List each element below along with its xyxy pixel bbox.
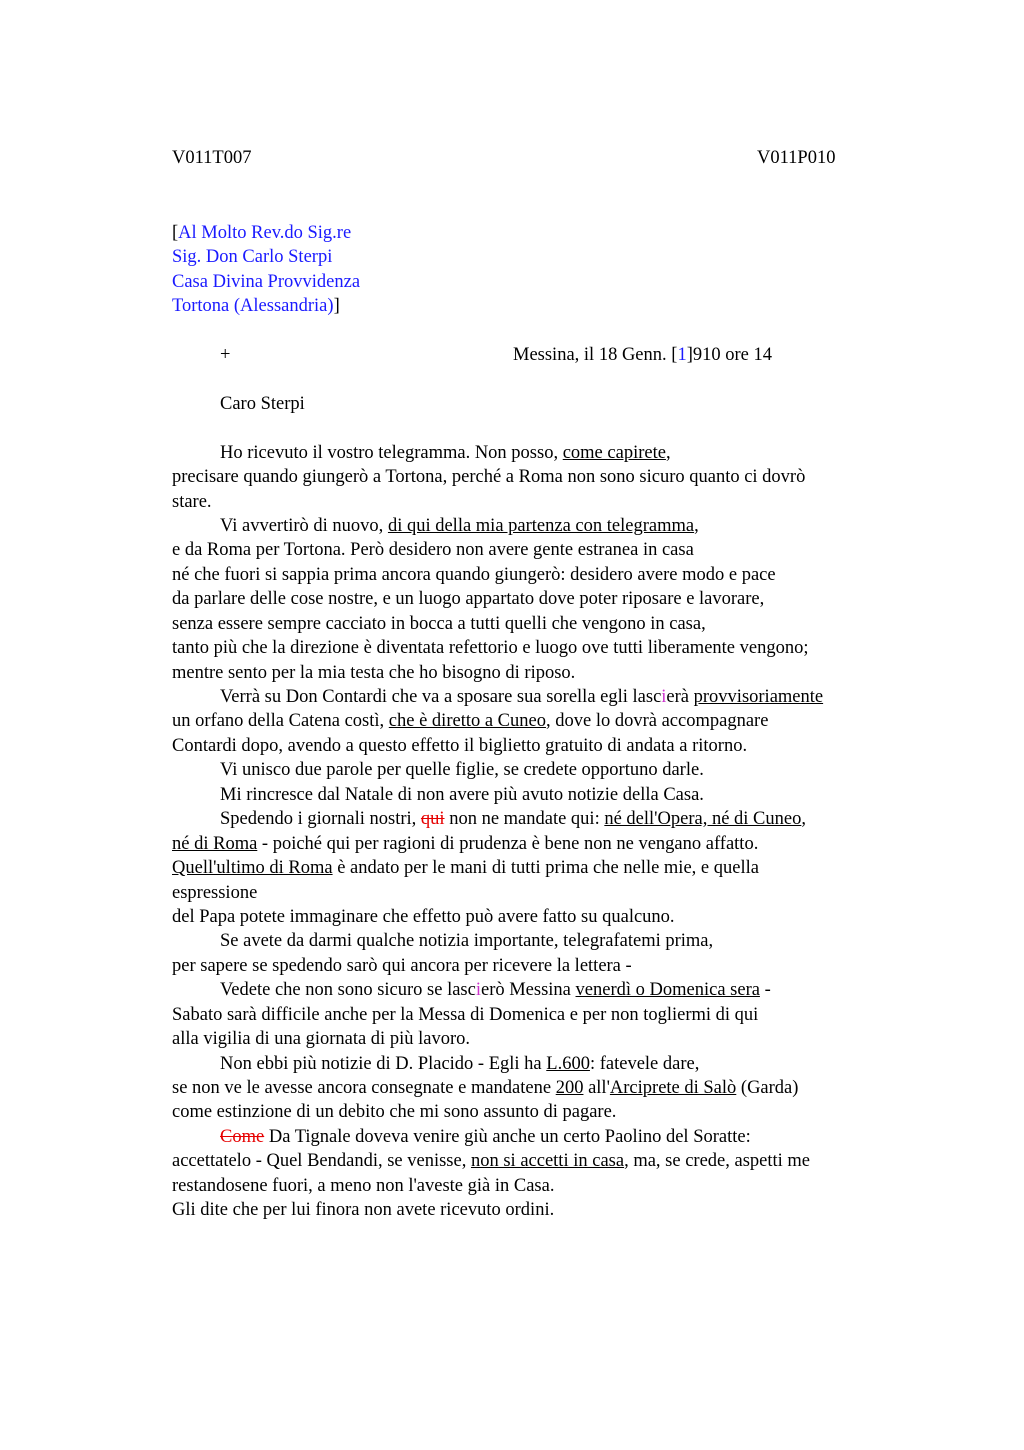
underlined-text: provvisoriamente <box>693 687 824 707</box>
body-line: restandosene fuori, a meno non l'aveste già in Casa. <box>172 1176 555 1196</box>
body-line: Mi rincresce dal Natale di non avere più avuto notizie della Casa. <box>220 785 704 805</box>
body-line: senza essere sempre cacciato in bocca a tutti quelli che vengono in casa, <box>172 614 706 634</box>
text-run: se non ve le avesse ancora consegnate e mandatene <box>172 1078 556 1098</box>
text-run: all' <box>583 1078 610 1098</box>
place-date-pre: Messina, il 18 Genn. [ <box>513 345 678 365</box>
year-insertion: 1 <box>677 345 687 365</box>
text-run: , <box>801 809 806 829</box>
text-run: : fatevele dare, <box>589 1054 700 1074</box>
address-open-bracket: [ <box>172 223 179 243</box>
underlined-text: Quell'ultimo di Roma <box>172 858 333 878</box>
body-line: Sabato sarà difficile anche per la Messa di Domenica e per non togliermi di qui <box>172 1005 759 1025</box>
body-line: Gli dite che per lui finora non avete ricevuto ordini. <box>172 1200 555 1220</box>
address-city: Tortona (Alessandria) <box>172 296 334 316</box>
cross-mark: + <box>220 345 231 365</box>
document-code-left: V011T007 <box>172 148 252 168</box>
text-run: Non ebbi più notizie di D. Placido - Egli ha <box>220 1054 547 1074</box>
text-run: , <box>694 516 699 536</box>
body-line: precisare quando giungerò a Tortona, perché a Roma non sono sicuro quanto ci dovrò <box>172 467 806 487</box>
body-line <box>220 807 806 831</box>
address-line-4 <box>172 294 340 318</box>
body-line: espressione <box>172 883 258 903</box>
address-recipient-title: Al Molto Rev.do Sig.re <box>178 223 352 243</box>
inserted-letter: i <box>475 980 481 1000</box>
body-line: del Papa potete immaginare che effetto può avere fatto su qualcuno. <box>172 907 675 927</box>
body-line <box>172 856 759 880</box>
salutation: Caro Sterpi <box>220 394 305 414</box>
body-line <box>172 832 758 856</box>
text-run: - <box>759 980 771 1000</box>
text-run: Da Tignale doveva venire giù anche un certo Paolino del Soratte: <box>264 1127 751 1147</box>
text-run: Spedendo i giornali nostri, <box>220 809 421 829</box>
body-line: alla vigilia di una giornata di più lavoro. <box>172 1029 470 1049</box>
place-date-post: ]910 ore 14 <box>686 345 772 365</box>
underlined-text: né dell'Opera, né di Cuneo <box>604 809 802 829</box>
body-line: e da Roma per Tortona. Però desidero non avere gente estranea in casa <box>172 540 694 560</box>
body-line: Vi unisco due parole per quelle figlie, se credete opportuno darle. <box>220 760 704 780</box>
deleted-text: Come <box>220 1127 265 1147</box>
text-run: non ne mandate qui: <box>444 809 605 829</box>
underlined-text: venerdì o Domenica sera <box>575 980 760 1000</box>
text-run: erà <box>666 687 694 707</box>
body-line: mentre sento per la mia testa che ho bisogno di riposo. <box>172 663 576 683</box>
address-close-bracket: ] <box>333 296 340 316</box>
text-run: , dove lo dovrà accompagnare <box>545 711 769 731</box>
text-run: accettatelo - Quel Bendandi, se venisse, <box>172 1151 471 1171</box>
text-run: Verrà su Don Contardi che va a sposare sua sorella egli lasc <box>220 687 662 707</box>
address-line-3: Casa Divina Provvidenza <box>172 272 361 292</box>
body-line <box>172 709 768 733</box>
text-run: erò Messina <box>480 980 576 1000</box>
text-run: , ma, se crede, aspetti me <box>624 1151 811 1171</box>
body-line <box>220 1125 751 1149</box>
text-run: - poiché qui per ragioni di prudenza è bene non ne vengano affatto. <box>257 834 759 854</box>
text-run: (Garda) <box>736 1078 799 1098</box>
underlined-text: non si accetti in casa <box>470 1151 625 1171</box>
underlined-text: che è diretto a Cuneo <box>388 711 546 731</box>
body-line: stare. <box>172 492 212 512</box>
underlined-text: come capirete <box>562 443 666 463</box>
body-line <box>220 978 771 1002</box>
body-line: né che fuori si sappia prima ancora quando giungerò: desidero avere modo e pace <box>172 565 776 585</box>
text-run: è andato per le mani di tutti prima che nelle mie, e quella <box>332 858 759 878</box>
body-line: tanto più che la direzione è diventata refettorio e luogo ove tutti liberamente vengono; <box>172 638 809 658</box>
text-run: Ho ricevuto il vostro telegramma. Non posso, <box>220 443 563 463</box>
underlined-text: né di Roma <box>172 834 258 854</box>
text-run: Vedete che non sono sicuro se lasc <box>220 980 476 1000</box>
body-line: Contardi dopo, avendo a questo effetto il biglietto gratuito di andata a ritorno. <box>172 736 748 756</box>
underlined-text: L.600 <box>546 1054 590 1074</box>
address-line-2: Sig. Don Carlo Sterpi <box>172 247 333 267</box>
underlined-text: 200 <box>555 1078 584 1098</box>
body-line <box>220 1052 699 1076</box>
body-line <box>172 1149 810 1173</box>
text-run: Vi avvertirò di nuovo, <box>220 516 388 536</box>
body-line <box>220 514 699 538</box>
inserted-letter: i <box>661 687 667 707</box>
body-line <box>220 441 671 465</box>
address-line-1 <box>172 221 351 245</box>
body-line: Se avete da darmi qualche notizia importante, telegrafatemi prima, <box>220 931 714 951</box>
text-run: , <box>665 443 671 463</box>
body-line <box>172 1076 798 1100</box>
place-date <box>513 343 772 367</box>
underlined-text: di qui della mia partenza con telegramma <box>387 516 695 536</box>
document-code-right: V011P010 <box>757 148 836 168</box>
underlined-text: Arciprete di Salò <box>609 1078 737 1098</box>
text-run: un orfano della Catena costì, <box>172 711 389 731</box>
body-line: come estinzione di un debito che mi sono assunto di pagare. <box>172 1102 617 1122</box>
body-line <box>220 685 823 709</box>
body-line: per sapere se spedendo sarò qui ancora per ricevere la lettera - <box>172 956 632 976</box>
body-line: da parlare delle cose nostre, e un luogo appartato dove poter riposare e lavorare, <box>172 589 765 609</box>
deleted-text: qui <box>420 809 445 829</box>
